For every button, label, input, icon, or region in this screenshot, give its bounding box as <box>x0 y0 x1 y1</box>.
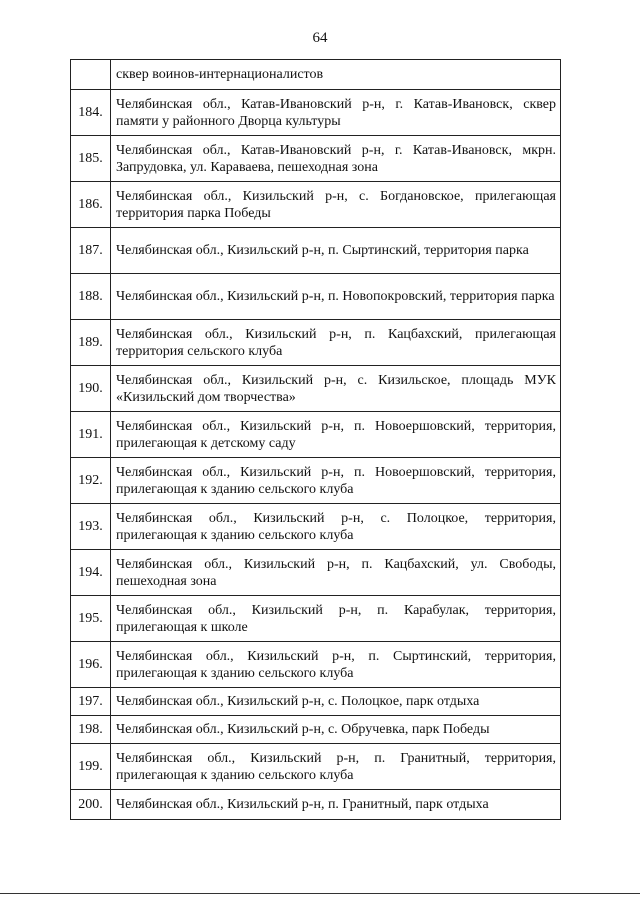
table-row <box>71 642 561 688</box>
row-number: 196. <box>71 642 111 688</box>
row-number <box>71 60 111 90</box>
table-row <box>71 366 561 412</box>
row-number: 188. <box>71 274 111 320</box>
location-description: Челябинская обл., Кизильский р-н, п. Гранитный, парк отдыха <box>111 790 561 820</box>
table-row <box>71 716 561 744</box>
table-row <box>71 90 561 136</box>
row-number: 192. <box>71 458 111 504</box>
location-description: Челябинская обл., Кизильский р-н, с. Обручевка, парк Победы <box>111 716 561 744</box>
table-row <box>71 136 561 182</box>
row-number: 195. <box>71 596 111 642</box>
row-number: 199. <box>71 744 111 790</box>
page-number: 64 <box>312 30 328 46</box>
location-description: Челябинская обл., Кизильский р-н, п. Кацбахский, ул. Свободы, пешеходная зона <box>111 550 561 596</box>
table-row <box>71 320 561 366</box>
bottom-rule <box>0 893 640 894</box>
row-number: 190. <box>71 366 111 412</box>
location-description: сквер воинов-интернационалистов <box>111 60 561 90</box>
row-number: 185. <box>71 136 111 182</box>
row-number: 194. <box>71 550 111 596</box>
table-row <box>71 596 561 642</box>
locations-table-body <box>71 60 561 820</box>
location-description: Челябинская обл., Кизильский р-н, п. Кацбахский, прилегающая территория сельского клуба <box>111 320 561 366</box>
row-number: 193. <box>71 504 111 550</box>
location-description: Челябинская обл., Кизильский р-н, с. Кизильское, площадь МУК «Кизильский дом творчества» <box>111 366 561 412</box>
location-description: Челябинская обл., Кизильский р-н, п. Новоершовский, территория, прилегающая к зданию сельского клуба <box>111 458 561 504</box>
table-row <box>71 688 561 716</box>
row-number: 200. <box>71 790 111 820</box>
locations-table <box>70 59 561 820</box>
location-description: Челябинская обл., Кизильский р-н, с. Полоцкое, парк отдыха <box>111 688 561 716</box>
location-description: Челябинская обл., Кизильский р-н, п. Карабулак, территория, прилегающая к школе <box>111 596 561 642</box>
table-row <box>71 504 561 550</box>
row-number: 184. <box>71 90 111 136</box>
row-number: 187. <box>71 228 111 274</box>
table-row <box>71 412 561 458</box>
table-row <box>71 744 561 790</box>
row-number: 198. <box>71 716 111 744</box>
location-description: Челябинская обл., Кизильский р-н, с. Полоцкое, территория, прилегающая к зданию сельского клуба <box>111 504 561 550</box>
location-description: Челябинская обл., Катав-Ивановский р-н, г. Катав-Ивановск, мкрн. Запрудовка, ул. Караваева, пешеходная зона <box>111 136 561 182</box>
table-row <box>71 790 561 820</box>
row-number: 191. <box>71 412 111 458</box>
table-row <box>71 228 561 274</box>
location-description: Челябинская обл., Кизильский р-н, с. Богдановское, прилегающая территория парка Победы <box>111 182 561 228</box>
row-number: 186. <box>71 182 111 228</box>
location-description: Челябинская обл., Кизильский р-н, п. Сыртинский, территория парка <box>111 228 561 274</box>
location-description: Челябинская обл., Кизильский р-н, п. Новоершовский, территория, прилегающая к детскому саду <box>111 412 561 458</box>
location-description: Челябинская обл., Кизильский р-н, п. Гранитный, территория, прилегающая к зданию сельского клуба <box>111 744 561 790</box>
location-description: Челябинская обл., Катав-Ивановский р-н, г. Катав-Ивановск, сквер памяти у районного Дворца культуры <box>111 90 561 136</box>
row-number: 189. <box>71 320 111 366</box>
row-number: 197. <box>71 688 111 716</box>
table-row <box>71 458 561 504</box>
location-description: Челябинская обл., Кизильский р-н, п. Новопокровский, территория парка <box>111 274 561 320</box>
table-row <box>71 274 561 320</box>
table-row <box>71 182 561 228</box>
table-row <box>71 60 561 90</box>
table-row <box>71 550 561 596</box>
location-description: Челябинская обл., Кизильский р-н, п. Сыртинский, территория, прилегающая к зданию сельского клуба <box>111 642 561 688</box>
